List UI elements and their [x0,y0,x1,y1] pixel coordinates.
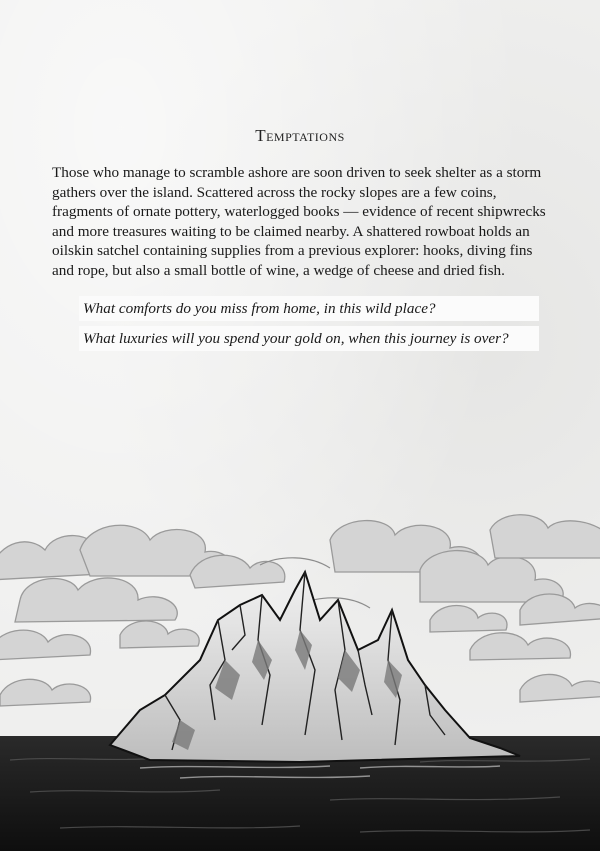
island-illustration [0,510,600,851]
prompt-question-2: What luxuries will you spend your gold on, when this journey is over? [79,326,539,351]
body-paragraph: Those who manage to scramble ashore are soon driven to seek shelter as a storm gathers over the island. Scattered across the rocky slopes are a few coins, fragments of ornate pottery, waterlogged books — evidence of recent shipwrecks and more treasures waiting to be claimed nearby. A shattered rowboat holds an oilskin satchel containing supplies from a previous explorer: hooks, diving fins and rope, but also a small bottle of wine, a wedge of cheese and dried fish. [52,164,546,279]
section-heading: Temptations [255,126,345,145]
prompt-question-1: What comforts do you miss from home, in this wild place? [79,296,539,321]
